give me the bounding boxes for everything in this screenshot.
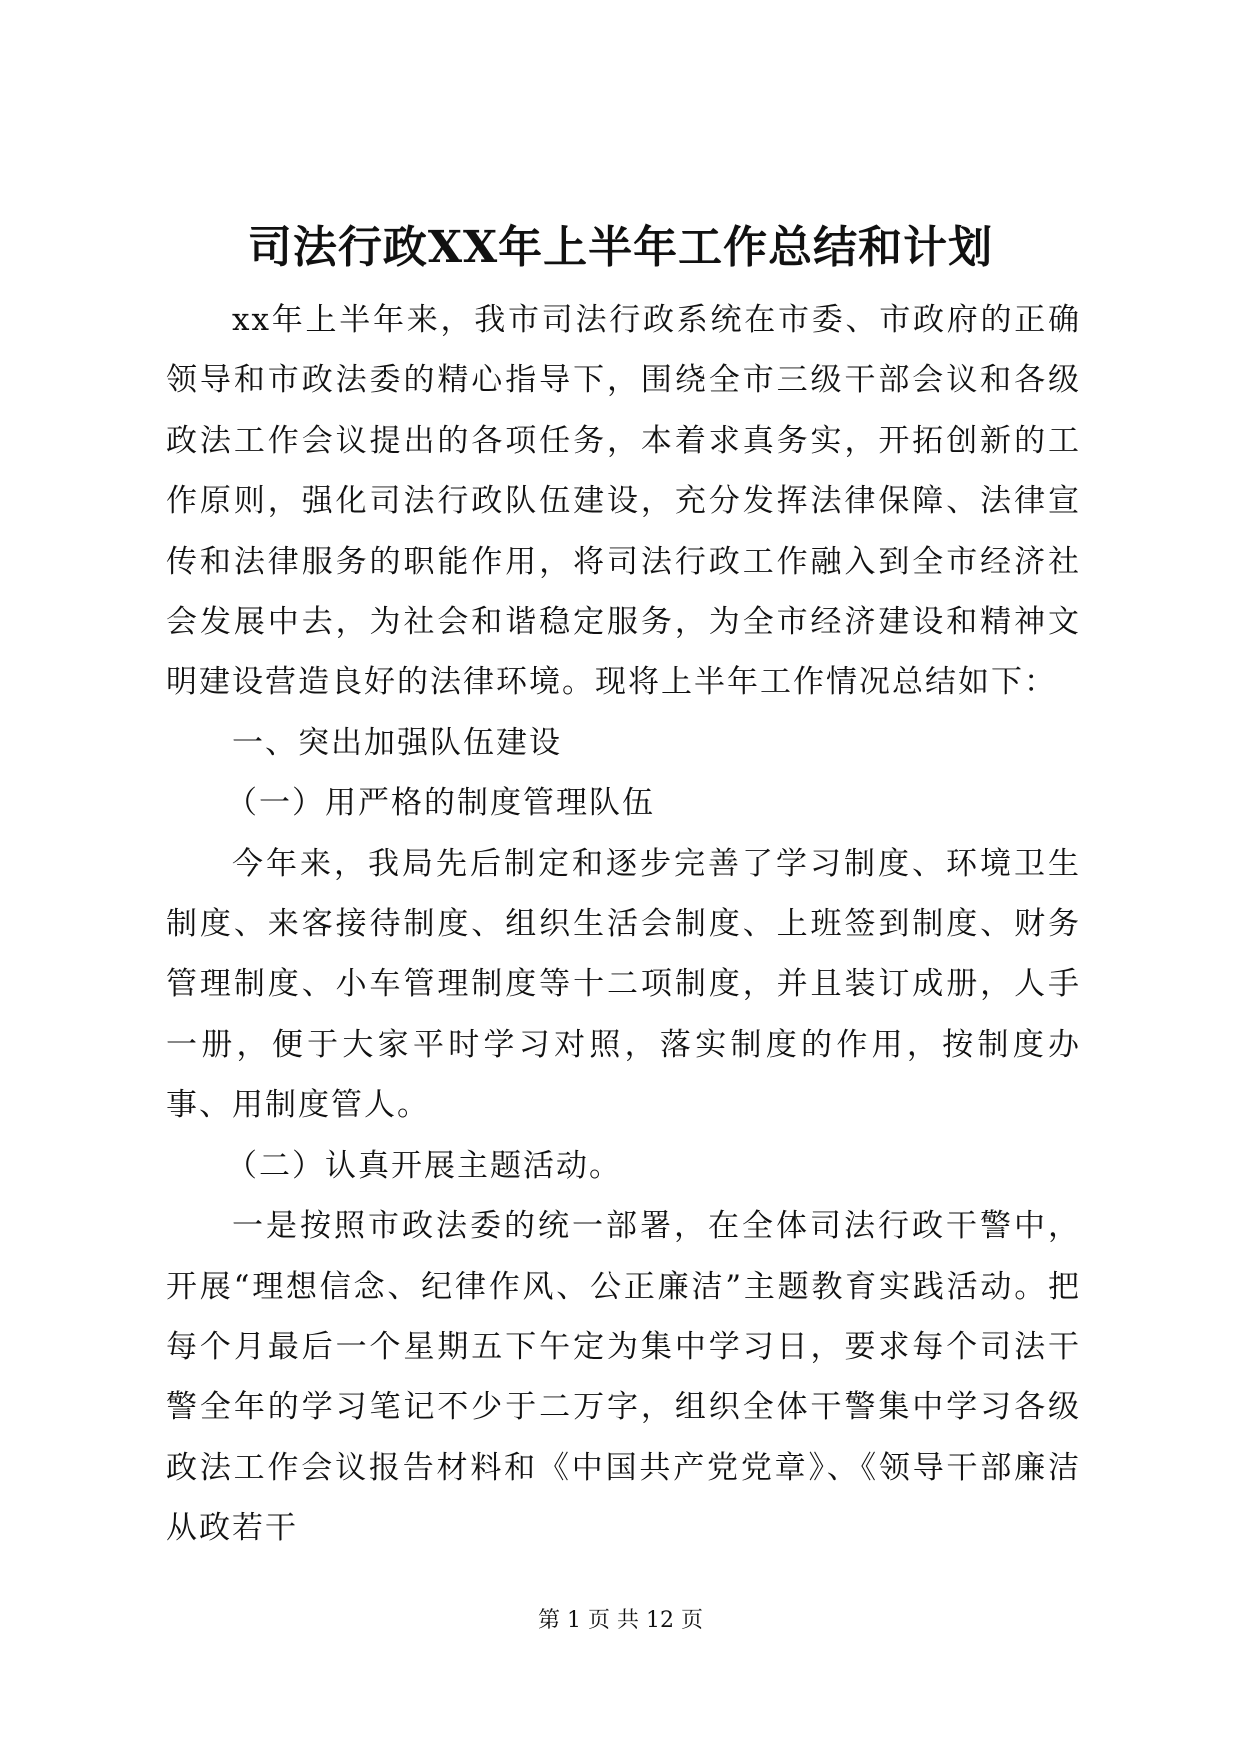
document-body: [166, 290, 1081, 1559]
subsection-heading-1: （一）用严格的制度管理队伍: [226, 785, 655, 822]
section-heading-1: 一、突出加强队伍建设: [232, 724, 562, 761]
subsection-heading-2: （二）认真开展主题活动。: [226, 1147, 622, 1184]
body-paragraph-2: 一是按照市政法委的统一部署，在全体司法行政干警中，开展“理想信念、纪律作风、公正廉洁”主题教育实践活动。把每个月最后一个星期五下午定为集中学习日，要求每个司法干警全年的学习笔记不少于二万字，组织全体干警集中学习各级政法工作会议报告材料和《中国共产党党章》、《领导干部廉洁从政若干: [166, 1208, 1081, 1547]
body-paragraph-1: 今年来，我局先后制定和逐步完善了学习制度、环境卫生制度、来客接待制度、组织生活会制度、上班签到制度、财务管理制度、小车管理制度等十二项制度，并且装订成册，人手一册，便于大家平时学习对照，落实制度的作用，按制度办事、用制度管人。: [166, 845, 1081, 1124]
document-title: 司法行政XX年上半年工作总结和计划: [247, 222, 994, 273]
intro-paragraph: xx年上半年来，我市司法行政系统在市委、市政府的正确领导和市政法委的精心指导下，围绕全市三级干部会议和各级政法工作会议提出的各项任务，本着求真务实，开拓创新的工作原则，强化司法行政队伍建设，充分发挥法律保障、法律宣传和法律服务的职能作用，将司法行政工作融入到全市经济社会发展中去，为社会和谐稳定服务，为全市经济建设和精神文明建设营造良好的法律环境。现将上半年工作情况总结如下：: [166, 302, 1081, 701]
page-number-footer: 第 1 页 共 12 页: [538, 1608, 703, 1633]
